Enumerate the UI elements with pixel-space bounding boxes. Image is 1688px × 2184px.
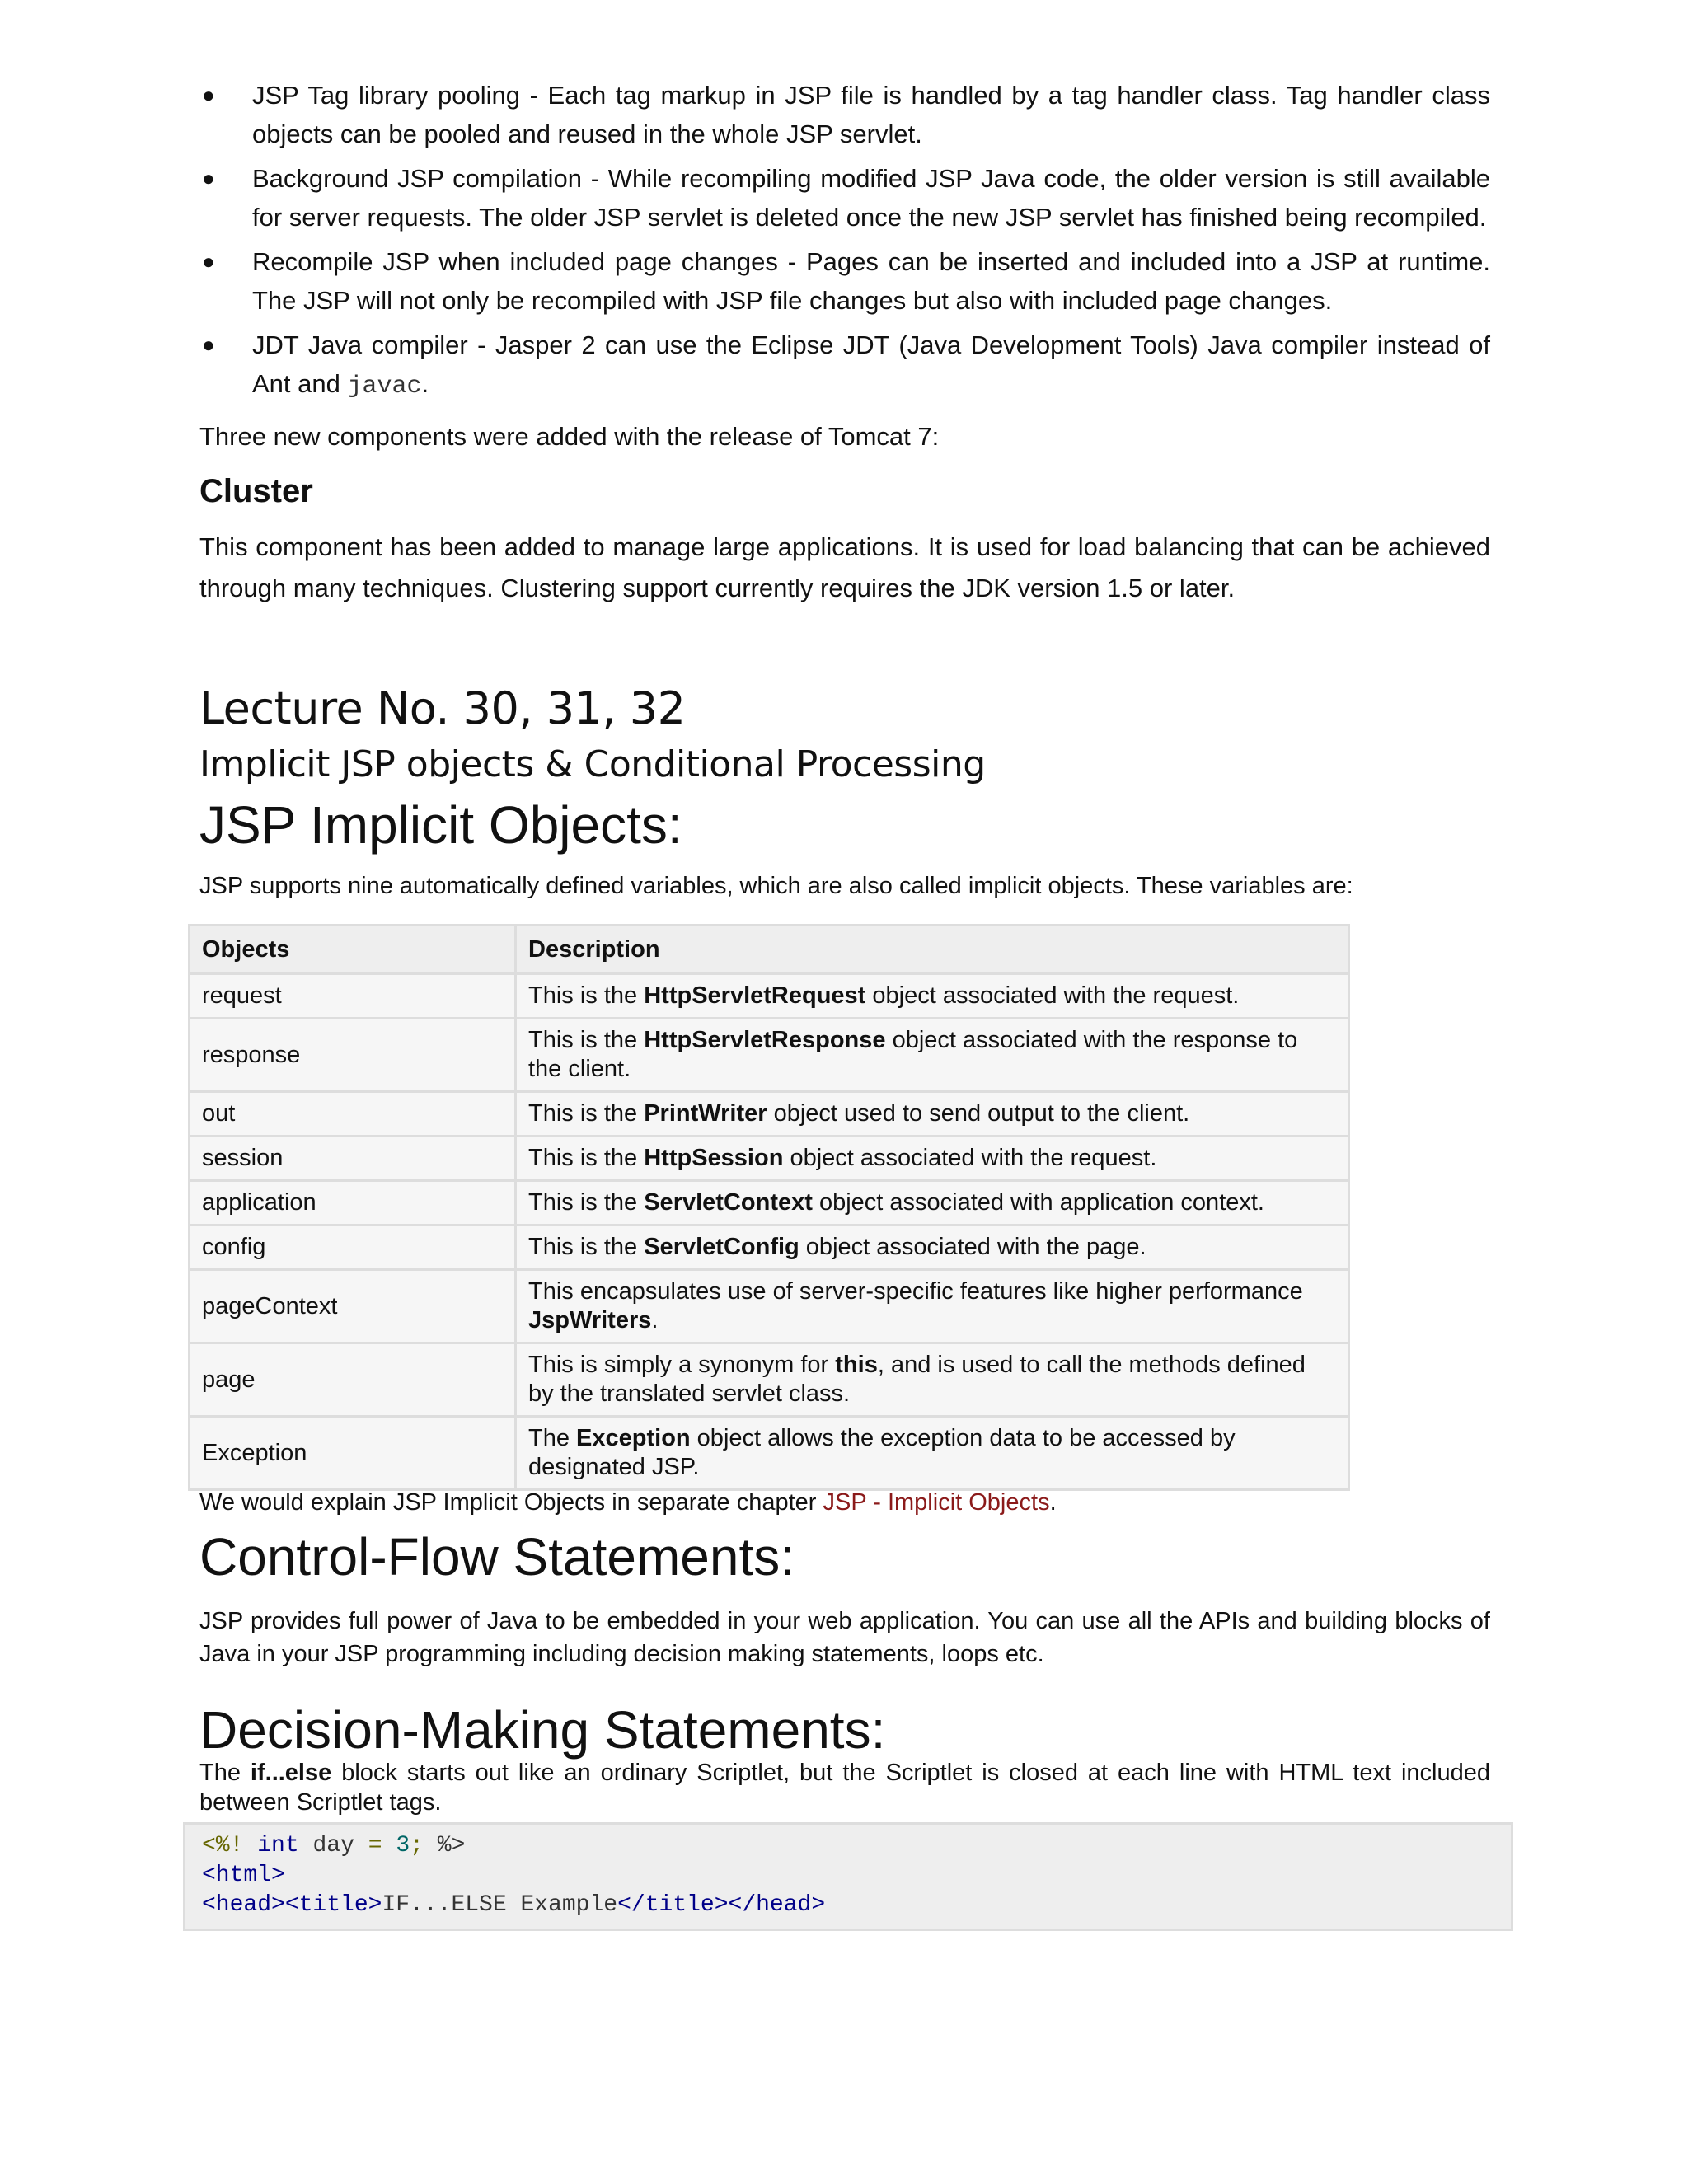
table-row bbox=[190, 1019, 1349, 1092]
list-item: ● Recompile JSP when included page changes - Pages can be inserted and included into a JSP at runtime. The JSP will not only be recompiled with JSP file changes but also with included page changes. bbox=[199, 242, 1490, 320]
object-name-cell: response bbox=[190, 1019, 516, 1092]
inline-code: javac bbox=[347, 373, 422, 401]
object-name-cell: Exception bbox=[190, 1417, 516, 1490]
list-item: ● JDT Java compiler - Jasper 2 can use the Eclipse JDT (Java Development Tools) Java compiler instead of Ant and javac. bbox=[199, 326, 1490, 406]
table-header-row bbox=[190, 926, 1349, 974]
object-name-cell: session bbox=[190, 1137, 516, 1181]
control-flow-heading: Control-Flow Statements: bbox=[199, 1527, 795, 1586]
components-intro: Three new components were added with the release of Tomcat 7: bbox=[199, 422, 940, 451]
implicit-intro: JSP supports nine automatically defined variables, which are also called implicit objects. These variables are: bbox=[199, 873, 1353, 899]
bullet-icon: ● bbox=[202, 82, 215, 107]
cluster-heading: Cluster bbox=[199, 473, 313, 509]
table-row bbox=[190, 1343, 1349, 1417]
table-body bbox=[190, 974, 1349, 1490]
table-row bbox=[190, 1226, 1349, 1270]
object-description-cell: This is simply a synonym for this, and is used to call the methods defined by the translated servlet class. bbox=[516, 1343, 1349, 1417]
table-row bbox=[190, 1417, 1349, 1490]
code-block bbox=[183, 1822, 1513, 1931]
table-row bbox=[190, 1270, 1349, 1343]
bullet-icon: ● bbox=[202, 166, 215, 190]
object-name-cell: pageContext bbox=[190, 1270, 516, 1343]
bullet-icon: ● bbox=[202, 249, 215, 274]
code-line: <html> bbox=[202, 1863, 285, 1888]
table-row bbox=[190, 974, 1349, 1019]
object-name-cell: request bbox=[190, 974, 516, 1019]
object-name-cell: application bbox=[190, 1181, 516, 1226]
column-header: Description bbox=[516, 926, 1349, 974]
object-description-cell: This is the PrintWriter object used to send output to the client. bbox=[516, 1092, 1349, 1137]
lecture-subtitle: Implicit JSP objects & Conditional Processing bbox=[199, 743, 986, 785]
control-flow-text: JSP provides full power of Java to be embedded in your web application. You can use all the APIs and building blocks of Java in your JSP programming including decision making statements, loops etc. bbox=[199, 1608, 1490, 1667]
object-description-cell: This is the HttpSession object associated with the request. bbox=[516, 1137, 1349, 1181]
bullet-icon: ● bbox=[202, 332, 215, 357]
table-row bbox=[190, 1137, 1349, 1181]
object-description-cell: This is the HttpServletRequest object associated with the request. bbox=[516, 974, 1349, 1019]
object-description-cell: This is the HttpServletResponse object associated with the response to the client. bbox=[516, 1019, 1349, 1092]
object-description-cell: The Exception object allows the exception data to be accessed by designated JSP. bbox=[516, 1417, 1349, 1490]
column-header: Objects bbox=[190, 926, 516, 974]
cluster-text: This component has been added to manage large applications. It is used for load balancing that can be achieved through many techniques. Clustering support currently requires the JDK version 1.5 or later. bbox=[199, 532, 1490, 602]
feature-list bbox=[199, 76, 1490, 406]
implicit-objects-table bbox=[188, 924, 1350, 1491]
object-description-cell: This encapsulates use of server-specific features like higher performance JspWriters. bbox=[516, 1270, 1349, 1343]
table-row bbox=[190, 1181, 1349, 1226]
object-description-cell: This is the ServletConfig object associated with the page. bbox=[516, 1226, 1349, 1270]
table-row bbox=[190, 1092, 1349, 1137]
decision-text: The if...else block starts out like an ordinary Scriptlet, but the Scriptlet is closed at each line with HTML text included between Scriptlet tags. bbox=[199, 1760, 1491, 1816]
object-name-cell: out bbox=[190, 1092, 516, 1137]
implicit-footer: We would explain JSP Implicit Objects in separate chapter JSP - Implicit Objects. bbox=[199, 1489, 1057, 1516]
page-content bbox=[199, 76, 1490, 1931]
list-item: ● Background JSP compilation - While recompiling modified JSP Java code, the older version is still available for server requests. The older JSP servlet is deleted once the new JSP servlet has finished being recompiled. bbox=[199, 159, 1490, 237]
object-name-cell: page bbox=[190, 1343, 516, 1417]
implicit-objects-heading: JSP Implicit Objects: bbox=[199, 795, 682, 855]
lecture-title: Lecture No. 30, 31, 32 bbox=[199, 682, 686, 734]
object-name-cell: config bbox=[190, 1226, 516, 1270]
code-line: <head><title>IF...ELSE Example</title></head> bbox=[202, 1892, 826, 1918]
decision-making-heading: Decision-Making Statements: bbox=[199, 1700, 886, 1760]
list-item: ● JSP Tag library pooling - Each tag markup in JSP file is handled by a tag handler class. Tag handler class objects can be pooled and reused in the whole JSP servlet. bbox=[199, 76, 1490, 153]
code-line: <%! int day = 3; %> bbox=[202, 1833, 466, 1858]
object-description-cell: This is the ServletContext object associated with application context. bbox=[516, 1181, 1349, 1226]
implicit-objects-link[interactable]: JSP - Implicit Objects bbox=[823, 1489, 1050, 1516]
